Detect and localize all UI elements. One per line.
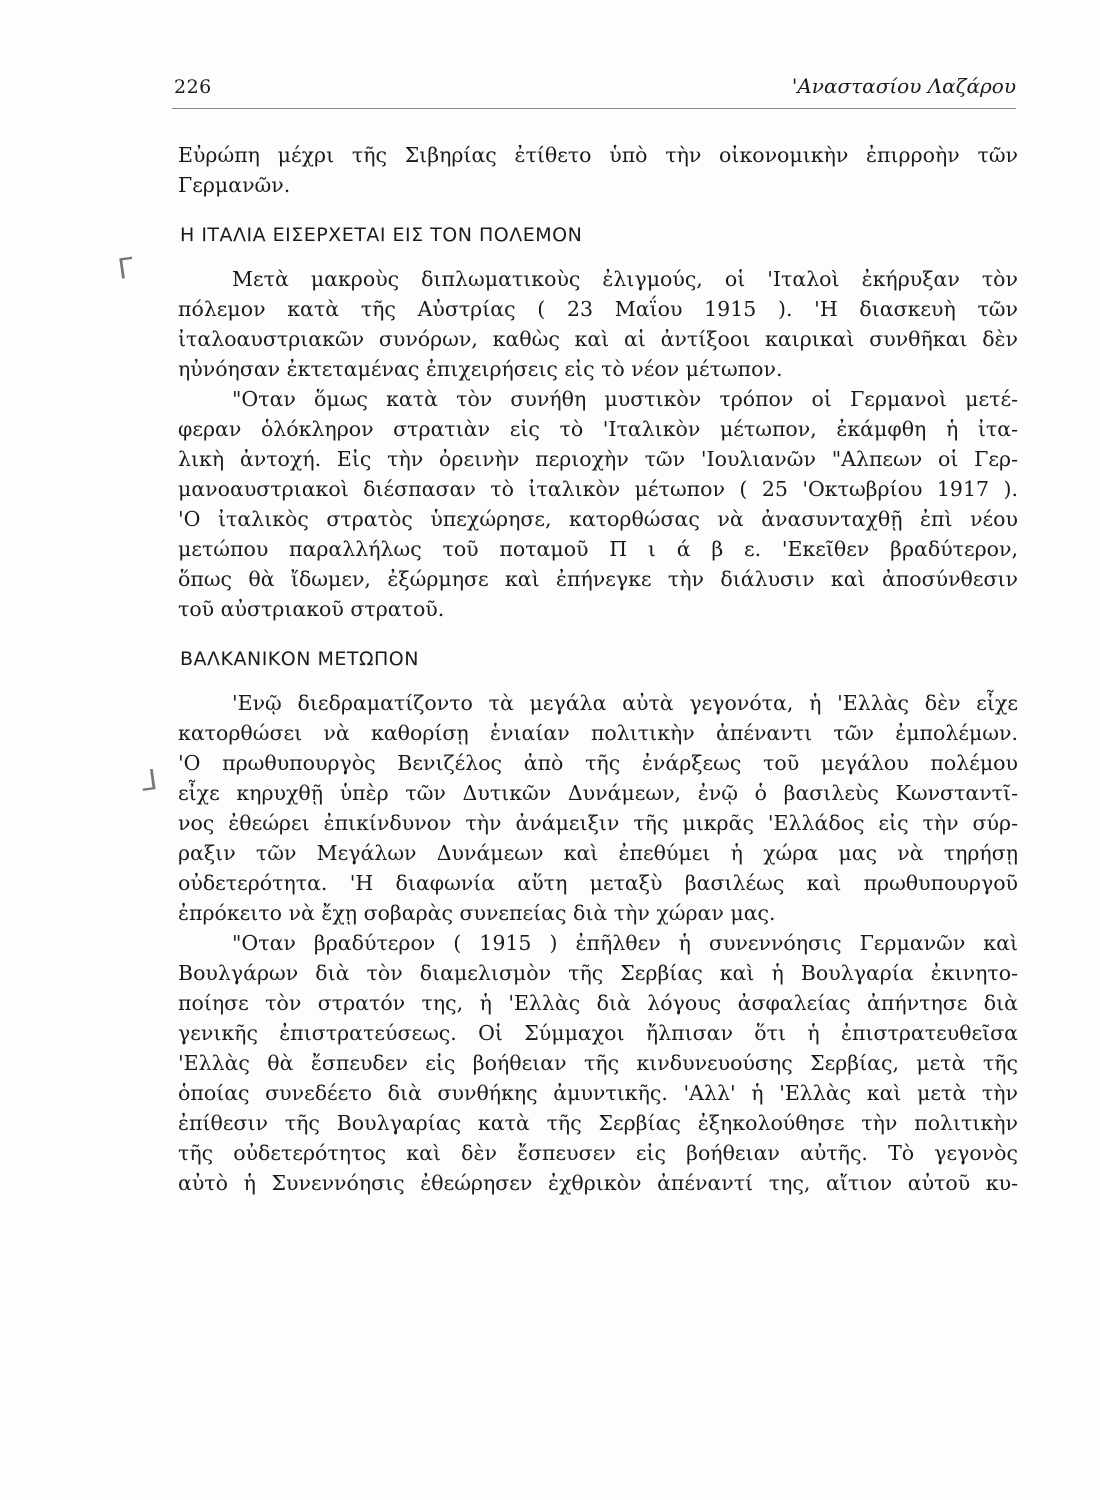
text-line: ὁποίας συνεδέετο διὰ συνθήκης ἀμυντικῆς. 'Αλλ' ἡ 'Ελλὰς καὶ μετὰ τὴν — [178, 1081, 1018, 1105]
text-line: Μετὰ μακροὺς διπλωματικοὺς ἐλιγμούς, οἱ 'Ιταλοὶ ἐκήρυξαν τὸν — [232, 267, 1018, 291]
body-text — [178, 140, 1018, 1198]
section-heading-italy: Η ΙΤΑΛΙΑ ΕΙΣΕΡΧΕΤΑΙ ΕΙΣ ΤΟΝ ΠΟΛΕΜΟΝ — [180, 224, 583, 246]
text-line: 'Ο πρωθυπουργὸς Βενιζέλος ἀπὸ τῆς ἐνάρξεως τοῦ μεγάλου πολέμου — [178, 751, 1018, 775]
page-header — [172, 72, 1016, 109]
text-line: 'Ο ἰταλικὸς στρατὸς ὑπεχώρησε, κατορθώσας νὰ ἀνασυνταχθῇ ἐπὶ νέου — [178, 507, 1018, 531]
text-line: Γερμανῶν. — [178, 173, 291, 197]
text-line: ἐπίθεσιν τῆς Βουλγαρίας κατὰ τῆς Σερβίας ἐξηκολούθησε τὴν πολιτικὴν — [178, 1111, 1018, 1135]
text-line: γενικῆς ἐπιστρατεύσεως. Οἱ Σύμμαχοι ἤλπισαν ὅτι ἡ ἐπιστρατευθεῖσα — [178, 1021, 1018, 1045]
text-line: λικὴ ἀντοχή. Εἰς τὴν ὀρεινὴν περιοχὴν τῶν 'Ιουλιανῶν "Αλπεων οἱ Γερ- — [178, 447, 1018, 471]
text-line: εἶχε κηρυχθῇ ὑπὲρ τῶν Δυτικῶν Δυνάμεων, ἐνῷ ὁ βασιλεὺς Κωνσταντῖ- — [178, 781, 1018, 805]
text-line: ποίησε τὸν στρατόν της, ἡ 'Ελλὰς διὰ λόγους ἀσφαλείας ἀπήντησε διὰ — [178, 991, 1018, 1015]
text-line: τοῦ αὐστριακοῦ στρατοῦ. — [178, 597, 445, 621]
text-line: τῆς οὐδετερότητος καὶ δὲν ἔσπευσεν εἰς βοήθειαν αὐτῆς. Τὸ γεγονὸς — [178, 1141, 1018, 1165]
text-line: αὐτὸ ἡ Συνεννόησις ἐθεώρησεν ἐχθρικὸν ἀπέναντί της, αἴτιον αὐτοῦ κυ- — [178, 1171, 1018, 1195]
text-line: 'Ελλὰς θὰ ἔσπευδεν εἰς βοήθειαν τῆς κινδυνευούσης Σερβίας, μετὰ τῆς — [178, 1051, 1018, 1075]
text-line: ραξιν τῶν Μεγάλων Δυνάμεων καὶ ἐπεθύμει ἡ χώρα μας νὰ τηρήσῃ — [178, 841, 1018, 865]
text-line: νος ἐθεώρει ἐπικίνδυνον τὴν ἀνάμειξιν τῆς μικρᾶς 'Ελλάδος εἰς τὴν σύρ- — [178, 811, 1018, 835]
text-line: ἐπρόκειτο νὰ ἔχῃ σοβαρὰς συνεπείας διὰ τὴν χώραν μας. — [178, 901, 776, 925]
text-line: ηὐνόησαν ἐκτεταμένας ἐπιχειρήσεις εἰς τὸ νέον μέτωπον. — [178, 357, 783, 381]
text-line: πόλεμον κατὰ τῆς Αὐστρίας ( 23 Μαΐου 1915 ). 'Η διασκευὴ τῶν — [178, 297, 1018, 321]
page-number: 226 — [174, 76, 212, 98]
text-line: ἰταλοαυστριακῶν συνόρων, καθὼς καὶ αἱ ἀντίξοοι καιρικαὶ συνθῆκαι δὲν — [178, 327, 1018, 351]
text-line: οὐδετερότητα. 'Η διαφωνία αὕτη μεταξὺ βασιλέως καὶ πρωθυπουργοῦ — [178, 871, 1018, 895]
text-line: ὅπως θὰ ἴδωμεν, ἐξώρμησε καὶ ἐπήνεγκε τὴν διάλυσιν καὶ ἀποσύνθεσιν — [178, 567, 1018, 591]
section-heading-balkan: ΒΑΛΚΑΝΙΚΟΝ ΜΕΤΩΠΟΝ — [180, 648, 419, 670]
text-line: 'Ενῷ διεδραματίζοντο τὰ μεγάλα αὐτὰ γεγονότα, ἡ 'Ελλὰς δὲν εἶχε — [232, 691, 1018, 715]
margin-pencil-mark: ᒥ — [115, 251, 136, 286]
text-line: Εὐρώπη μέχρι τῆς Σιβηρίας ἐτίθετο ὑπὸ τὴν οἰκονομικὴν ἐπιρροὴν τῶν — [178, 143, 1018, 167]
text-line: κατορθώσει νὰ καθορίσῃ ἑνιαίαν πολιτικὴν ἀπέναντι τῶν ἐμπολέμων. — [178, 721, 1018, 745]
text-line: μανοαυστριακοὶ διέσπασαν τὸ ἰταλικὸν μέτωπον ( 25 'Οκτωβρίου 1917 ). — [178, 477, 1018, 501]
text-line: φεραν ὁλόκληρον στρατιὰν εἰς τὸ 'Ιταλικὸν μέτωπον, ἐκάμφθη ἡ ἰτα- — [178, 417, 1018, 441]
text-line: μετώπου παραλλήλως τοῦ ποταμοῦ Π ι ά β ε. 'Εκεῖθεν βραδύτερον, — [178, 537, 1018, 561]
text-line: "Οταν ὅμως κατὰ τὸν συνήθη μυστικὸν τρόπον οἱ Γερμανοὶ μετέ- — [232, 387, 1018, 411]
margin-pencil-mark: ᒧ — [137, 762, 160, 799]
running-head: 'Αναστασίου Λαζάρου — [791, 74, 1016, 98]
text-line: "Οταν βραδύτερον ( 1915 ) ἐπῆλθεν ἡ συνεννόησις Γερμανῶν καὶ — [232, 931, 1018, 955]
text-line: Βουλγάρων διὰ τὸν διαμελισμὸν τῆς Σερβίας καὶ ἡ Βουλγαρία ἐκινητο- — [178, 961, 1018, 985]
